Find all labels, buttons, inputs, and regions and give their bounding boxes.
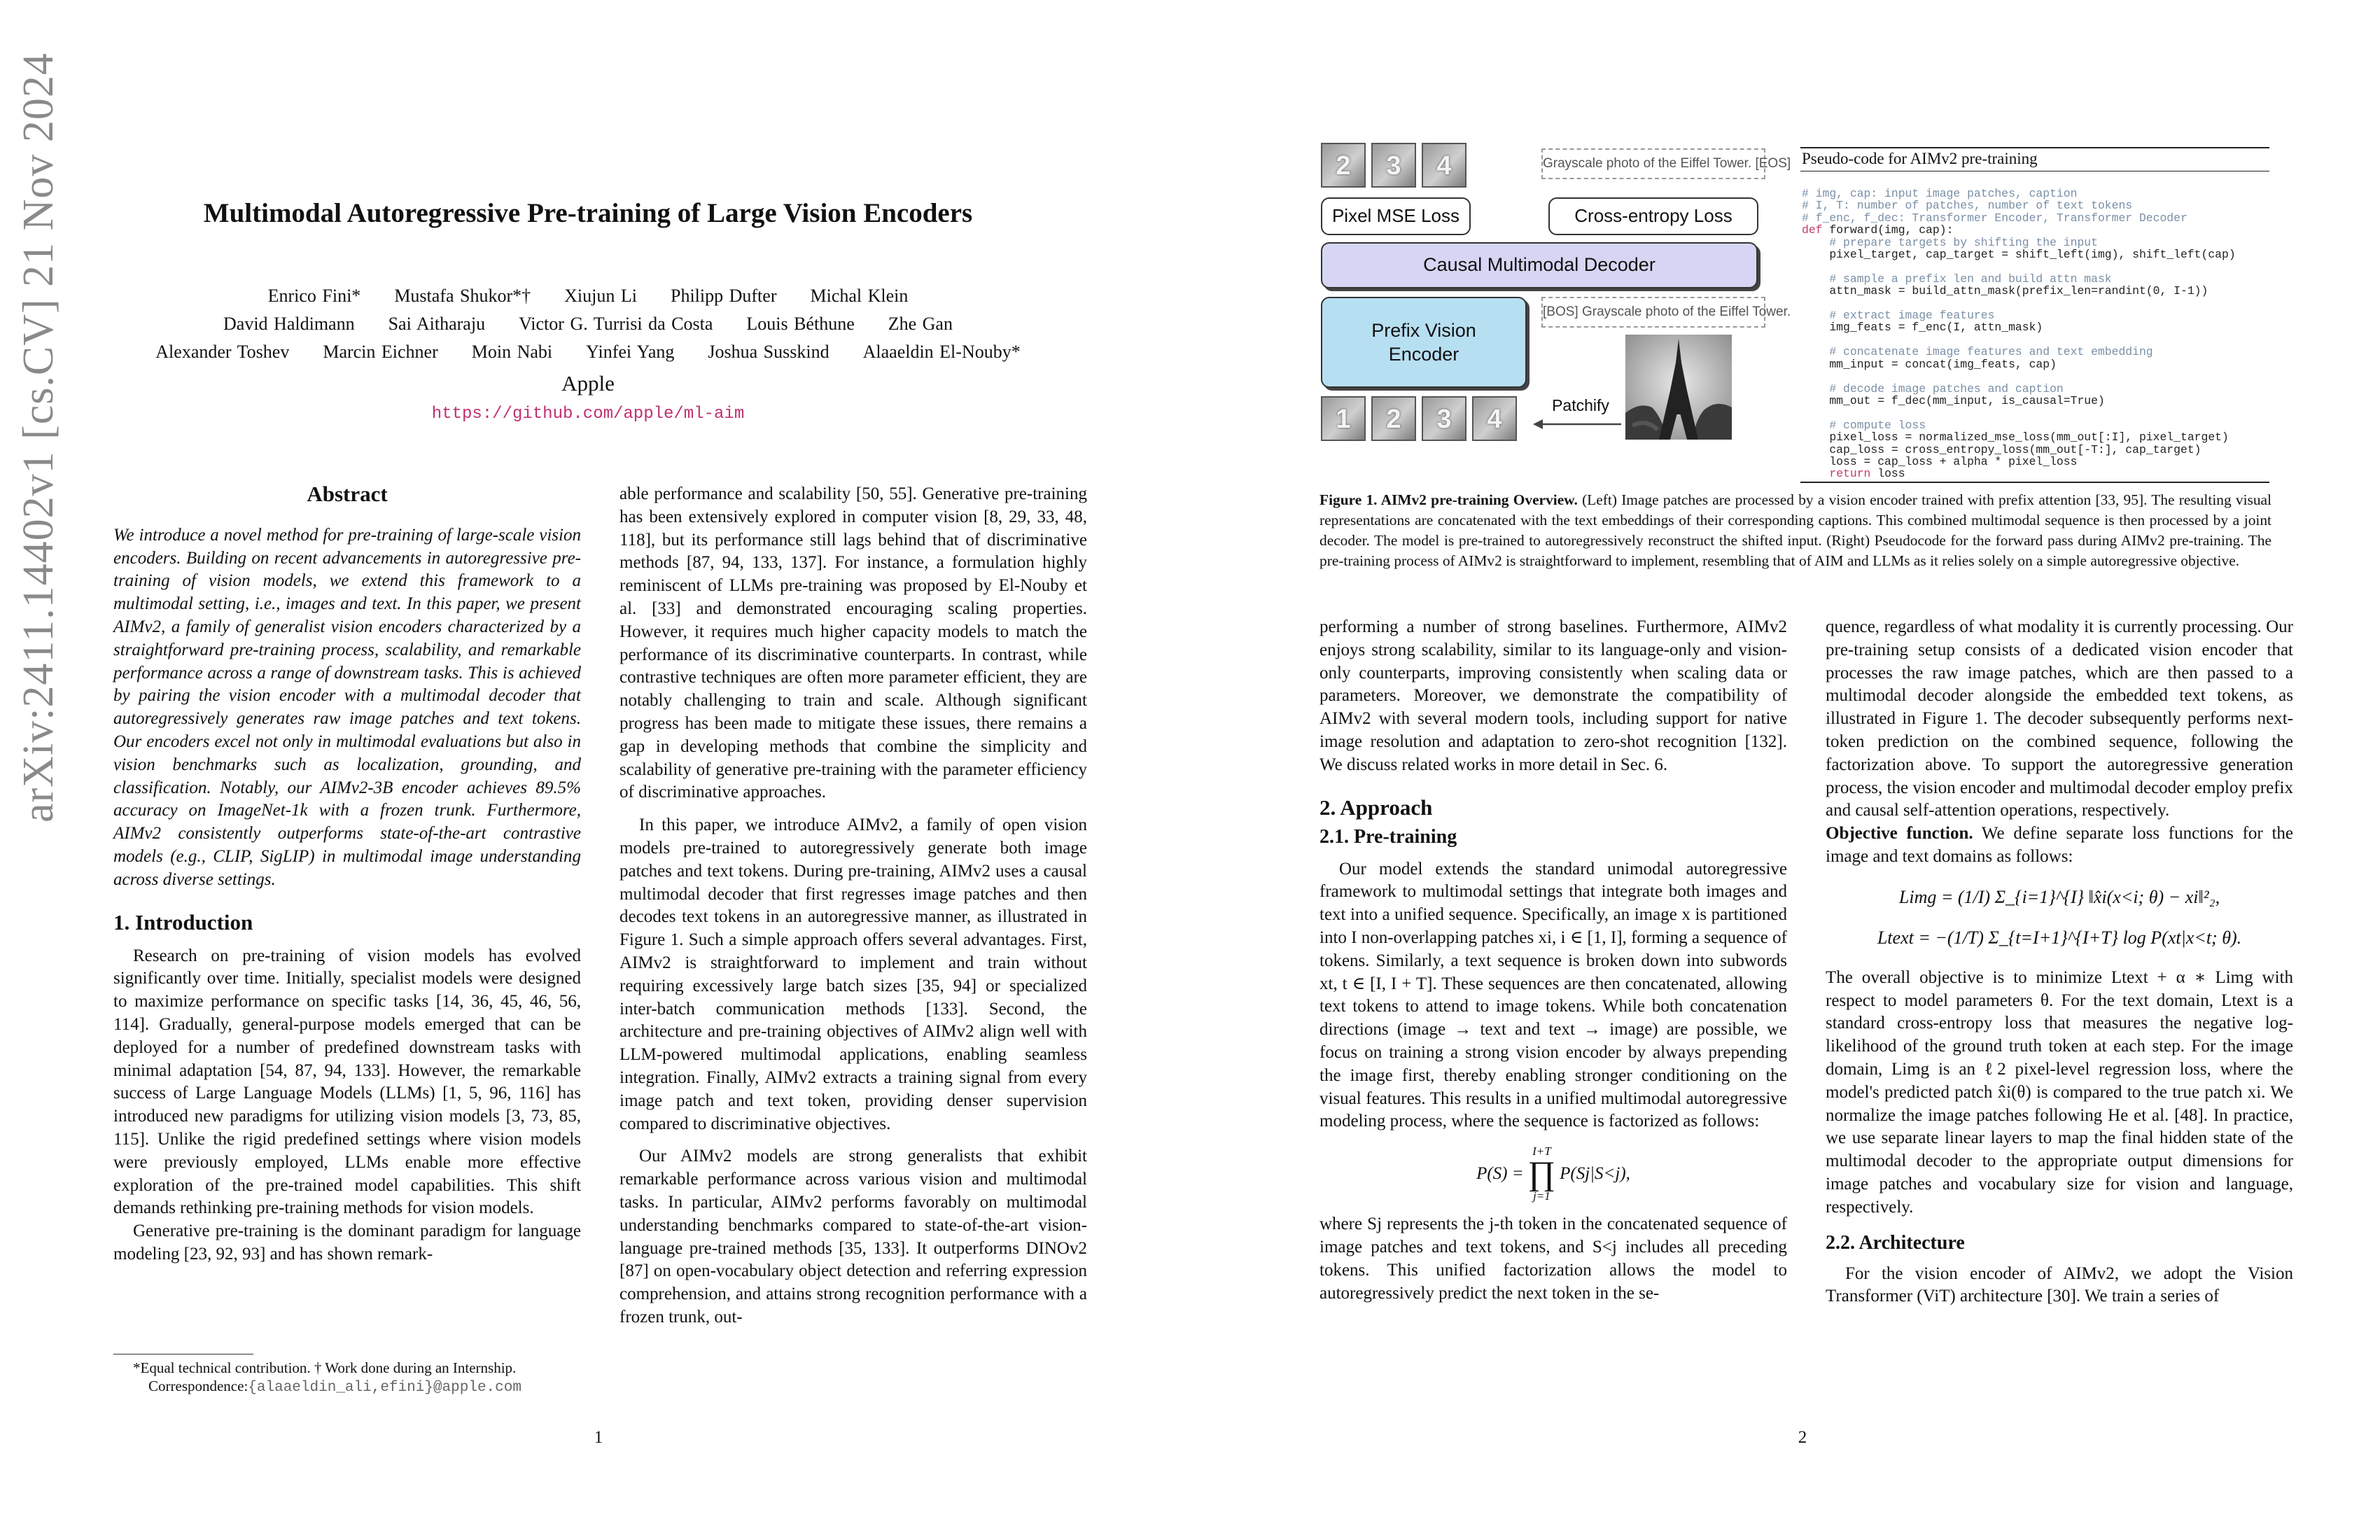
author: Alaaeldin El-Nouby* — [862, 342, 1021, 362]
input-patch: 2 — [1371, 396, 1416, 441]
footnote-2 — [148, 1376, 596, 1398]
code-line: attn_mask = build_attn_mask(prefix_len=randint(0, I-1)) — [1802, 284, 2208, 298]
abstract-text: We introduce a novel method for pre-training of large-scale vision encoders. Building on recent advancements in autoregressive pre-training of vision models, we extend this framework to a multimodal setting, i.e., images and text. In this paper, we present AIMv2, a family of generalist vision encoders characterized by a straightforward pre-training process, scalability, and remarkable performance across a range of downstream tasks. This is achieved by pairing the vision encoder with a multimodal decoder that autoregressively generates raw image patches and text tokens. Our encoders excel not only in multimodal evaluations but also in vision benchmarks such as localization, grounding, and classification. Notably, our AIMv2-3B encoder achieves 89.5% accuracy on ImageNet-1k with a frozen trunk. Furthermore, AIMv2 consistently outperforms state-of-the-art contrastive models (e.g., CLIP, SigLIP) in multimodal image understanding across diverse settings. — [113, 525, 581, 889]
author: Joshua Susskind — [708, 342, 830, 362]
author: Victor G. Turrisi da Costa — [519, 314, 713, 334]
input-patch: 3 — [1422, 396, 1466, 441]
code-line: pixel_loss = normalized_mse_loss(mm_out[:I], pixel_target) — [1802, 430, 2229, 444]
code-line: # f_enc, f_dec: Transformer Encoder, Transformer Decoder — [1802, 211, 2188, 225]
pseudo-code-bottom-rule — [1800, 482, 2269, 483]
right-paragraph-2: The overall objective is to minimize Ltext + α ∗ Limg with respect to model parameters θ. For the text domain, Ltext is a standard cross-entropy loss that measures the negative log-likelihood of the ground truth token at each step. For the image domain, Limg is an ℓ2 pixel-level regression loss, where the model's predicted patch x̂i(θ) is compared to the true patch xi. We normalize the image patches following He et al. [48]. In practice, we use separate linear layers to map the final hidden state of the multimodal decoder to the appropriate output dimensions for image patches and vocabulary size for vision and language, respectively. — [1826, 967, 2293, 1217]
page-number: 1 — [594, 1428, 603, 1447]
product-upper: I+T — [1532, 1144, 1551, 1158]
architecture-heading: 2.2. Architecture — [1826, 1231, 1965, 1254]
author: Marcin Eichner — [323, 342, 438, 362]
right-paragraph-3: For the vision encoder of AIMv2, we adopt the Vision Transformer (ViT) architecture [30]. We train a series of — [1826, 1264, 2293, 1306]
figure-1-caption — [1320, 490, 2272, 571]
objective-label: Objective function. — [1826, 824, 1973, 844]
pseudo-code-top-rule — [1800, 147, 2269, 148]
left-paragraph-2: Our model extends the standard unimodal autoregressive framework to multimodal settings that integrate both images and text into a unified sequence. Specifically, an image x is partitioned into I non-overlapping patches xi, i ∈ [1, I], forming a sequence of tokens. Similarly, a text sequence is broken down into subwords xt, t ∈ [I, I + T]. These sequences are then concatenated, allowing text tokens to attend to image tokens. While both concatenation directions (image → text and text → image) are possible, we focus on training a strong vision encoder by always prepending the image first, thereby enabling stronger conditioning on the visual features. This results in a unified multimodal autoregressive modeling process, where the sequence is factorized as follows: — [1320, 859, 1787, 1131]
left-paragraph-1: performing a number of strong baselines. Furthermore, AIMv2 enjoys strong scalability, similar to its language-only and vision-only counterparts, improving consistently when scaling data or parameters. Moreover, we demonstrate the compatibility of AIMv2 with several modern tools, including support for native image resolution and adaptation to zero-shot recognition [132]. We discuss related works in more detail in Sec. 6. — [1320, 617, 1787, 774]
code-line: loss = cap_loss + alpha * pixel_loss — [1802, 454, 2078, 468]
code-line — [1802, 370, 2236, 382]
intro-paragraph-1: Research on pre-training of vision models has evolved significantly over time. Initially, specialist models were designed to maximize performance on specific tasks [14, 36, 45, 46, 56, 114]. Gradually, general-purpose models emerged that can be deployed for a number of predefined downstream tasks with minimal adaptation [54, 87, 94, 133]. However, the remarkable success of Large Language Models (LLMs) [1, 5, 96, 116] has introduced new paradigms for utilizing vision models [3, 73, 85, 115]. Unlike the rigid predefined settings where vision models were previously employed, LLMs enable more effective exploration of the pre-trained model capabilities. This shift demands rethinking pre-training methods for vision models. — [113, 946, 581, 1218]
code-line: pixel_target, cap_target = shift_left(img), shift_left(cap) — [1802, 248, 2236, 262]
code-line: # sample a prefix len and build attn mask — [1802, 272, 2112, 286]
page1-left-column — [113, 483, 581, 1266]
author: Alexander Toshev — [155, 342, 290, 362]
author: Sai Aitharaju — [388, 314, 486, 334]
code-line — [1802, 260, 2236, 272]
objective-text: We define separate loss functions for the image and text domains as follows: — [1826, 824, 2293, 866]
pseudo-code-block — [1802, 188, 2236, 480]
author: Enrico Fini* — [267, 286, 361, 306]
pseudo-code-mid-rule — [1800, 171, 2269, 172]
col2-paragraph-1: able performance and scalability [50, 55]. Generative pre-training has been extensively explored in computer vision [8, 29, 33, 48, 118], but its performance still lags behind that of discriminative methods [87, 94, 133, 137]. For instance, a formulation highly reminiscent of LLMs pre-training was proposed by El-Nouby et al. [33] and demonstrated encouraging scaling properties. However, it requires much higher capacity models to match the performance of its discriminative counterparts. In contrast, while contrastive techniques are often more parameter efficient, they are notably challenging to train and scale. Although significant progress has been made to mitigate these issues, there remains a gap in developing methods that combine the simplicity and scalability of generative pre-training with the parameter efficiency of discriminative approaches. — [620, 484, 1087, 802]
author: David Haldimann — [223, 314, 355, 334]
figure-caption-label: Figure 1. AIMv2 pre-training Overview. — [1320, 491, 1578, 508]
pixel-mse-loss-box: Pixel MSE Loss — [1321, 197, 1471, 235]
prefix-vision-encoder-box — [1321, 297, 1527, 388]
paper-title: Multimodal Autoregressive Pre-training of Large Vision Encoders — [203, 198, 973, 228]
author: Zhe Gan — [888, 314, 953, 334]
page2-right-column — [1826, 616, 2293, 1308]
author: Michal Klein — [810, 286, 909, 306]
code-line: def forward(img, cap): — [1802, 223, 1954, 237]
figure-caption-text: (Left) Image patches are processed by a vision encoder trained with prefix attention [33, 95]. The resulting visual representations are concatenated with the text embeddings of their corresponding captions. This combined multimodal sequence is then processed by a joint decoder. The model is pre-trained to autoregressively reconstruct the shifted input. (Right) Pseudocode for the forward pass during AIMv2 pre-training. The pre-training process of AIMv2 is straightforward to implement, resembling that of AIM and LLMs as it relies solely on a simple autoregressive objective. — [1320, 491, 2272, 569]
target-patch: 3 — [1371, 143, 1416, 188]
footnote-1: *Equal technical contribution. † Work done during an Internship. — [133, 1359, 517, 1376]
eq-rhs: P(Sj|S<j), — [1560, 1163, 1630, 1183]
equation-factorization — [1320, 1139, 1787, 1209]
affiliation: Apple — [561, 371, 615, 396]
product-operator: I+T ∏ j=1 — [1527, 1144, 1556, 1203]
author-row-2 — [126, 314, 1050, 335]
author: Philipp Dufter — [670, 286, 777, 306]
code-line: # compute loss — [1802, 418, 1926, 432]
code-line: img_feats = f_enc(I, attn_mask) — [1802, 321, 2043, 335]
approach-heading: 2. Approach — [1320, 794, 1433, 820]
pretraining-heading: 2.1. Pre-training — [1320, 825, 1457, 848]
page-2 — [1190, 0, 2380, 1540]
target-patch: 4 — [1422, 143, 1466, 188]
page-number: 2 — [1798, 1428, 1807, 1447]
abstract-heading: Abstract — [307, 482, 388, 506]
code-line: # extract image features — [1802, 309, 1995, 323]
code-line: # concatenate image features and text embedding — [1802, 345, 2153, 359]
target-patch: 2 — [1321, 143, 1366, 188]
code-keyword: return — [1829, 467, 1871, 481]
arxiv-stamp[interactable]: arXiv:2411.14402v1 [cs.CV] 21 Nov 2024 — [15, 52, 62, 822]
patchify-arrow-icon — [1532, 417, 1623, 431]
code-line: mm_input = concat(img_feats, cap) — [1802, 357, 2057, 371]
encoder-label: Prefix Vision Encoder — [1371, 320, 1476, 365]
right-paragraph-1: quence, regardless of what modality it is currently processing. Our pre-training setup consists of a dedicated vision encoder that processes the raw image patches, which are then passed to a multimodal decoder alongside the embedded text tokens, as illustrated in Figure 1. The decoder subsequently performs next-token prediction on the combined sequence, following the factorization above. To support the autoregressive generation process, the vision encoder and multimodal decoder employ prefix and causal self-attention operations, respectively. — [1826, 617, 2293, 820]
author-row-3 — [126, 342, 1050, 363]
eq-lhs: P(S) = — [1476, 1163, 1524, 1183]
correspondence-label: Correspondence: — [148, 1378, 248, 1394]
left-paragraph-3: where Sj represents the j-th token in the concatenated sequence of image patches and text tokens, and S<j includes all preceding tokens. This unified factorization allows the model to autoregressively predict the next token in the se- — [1320, 1214, 1787, 1303]
code-line: mm_out = f_dec(mm_input, is_causal=True) — [1802, 393, 2105, 407]
code-line: # prepare targets by shifting the input — [1802, 235, 2098, 249]
equation-image-loss: Limg = (1/I) Σ_{i=1}^{I} ‖x̂i(x<i; θ) − xi‖²₂, — [1898, 886, 2220, 907]
code-line — [1802, 407, 2236, 419]
author-row-1 — [126, 286, 1050, 307]
github-link[interactable]: https://github.com/apple/ml-aim — [431, 405, 745, 424]
code-line: # img, cap: input image patches, caption — [1802, 187, 2078, 200]
target-caption: Grayscale photo of the Eiffel Tower. [EOS] — [1541, 148, 1765, 179]
page2-left-column — [1320, 616, 1787, 1305]
intro-paragraph-2: Generative pre-training is the dominant paradigm for language modeling [23, 92, 93] and has shown remark- — [113, 1222, 581, 1264]
correspondence-email[interactable]: {alaaeldin_ali,efini}@apple.com — [248, 1380, 522, 1396]
col2-paragraph-3: Our AIMv2 models are strong generalists that exhibit remarkable performance across various vision and multimodal tasks. In particular, AIMv2 performs favorably on multimodal understanding benchmarks compared to state-of-the-art vision-language pre-trained methods [35, 133]. It outperforms DINOv2 [87] on open-vocabulary object detection and referring expression comprehension, and attains strong recognition performance with a frozen trunk, out- — [620, 1147, 1087, 1326]
col2-paragraph-2: In this paper, we introduce AIMv2, a family of open vision models pre-trained to autoregressively generate both image patches and text tokens. During pre-training, AIMv2 uses a causal multimodal decoder that first regresses image patches and then decodes text tokens in an autoregressive manner, as illustrated in Figure 1. Such a simple approach offers several advantages. First, AIMv2 is straightforward to implement and train without requiring excessively large batch sizes [35, 94] or specialized inter-batch communication methods [133]. Second, the architecture and pre-training objectives of AIMv2 align well with LLM-powered multimodal applications, enabling seamless integration. Finally, AIMv2 extracts a training signal from every image patch and text token, providing denser supervision compared to discriminative objectives. — [620, 816, 1087, 1133]
patchify-label: Patchify — [1552, 396, 1609, 414]
author: Yinfei Yang — [586, 342, 675, 362]
introduction-heading: 1. Introduction — [113, 909, 253, 934]
figure-1-diagram — [1190, 0, 1792, 462]
author: Louis Béthune — [746, 314, 855, 334]
code-line — [1802, 298, 2236, 309]
code-keyword: def — [1802, 223, 1823, 237]
code-line: cap_loss = cross_entropy_loss(mm_out[-T:], cap_target) — [1802, 442, 2202, 456]
author: Moin Nabi — [471, 342, 553, 362]
code-line: # decode image patches and caption — [1802, 382, 2064, 396]
eiffel-tower-image — [1625, 335, 1732, 440]
cross-entropy-loss-box: Cross-entropy Loss — [1548, 197, 1758, 235]
product-lower: j=1 — [1533, 1189, 1550, 1203]
page1-right-column — [620, 483, 1087, 1329]
author: Xiujun Li — [564, 286, 637, 306]
code-line: # I, T: number of patches, number of text tokens — [1802, 199, 2133, 213]
pseudo-code-title: Pseudo-code for AIMv2 pre-training — [1802, 150, 2038, 167]
code-line — [1802, 334, 2236, 346]
code-line: return loss — [1829, 467, 1905, 481]
equation-text-loss: Ltext = −(1/T) Σ_{t=I+1}^{I+T} log P(xt|x<t; θ). — [1877, 927, 2242, 948]
input-patch: 1 — [1321, 396, 1366, 441]
author: Mustafa Shukor*† — [394, 286, 531, 306]
input-caption: [BOS] Grayscale photo of the Eiffel Tower. — [1541, 297, 1765, 328]
causal-multimodal-decoder-box: Causal Multimodal Decoder — [1321, 242, 1758, 288]
input-patch: 4 — [1472, 396, 1517, 441]
